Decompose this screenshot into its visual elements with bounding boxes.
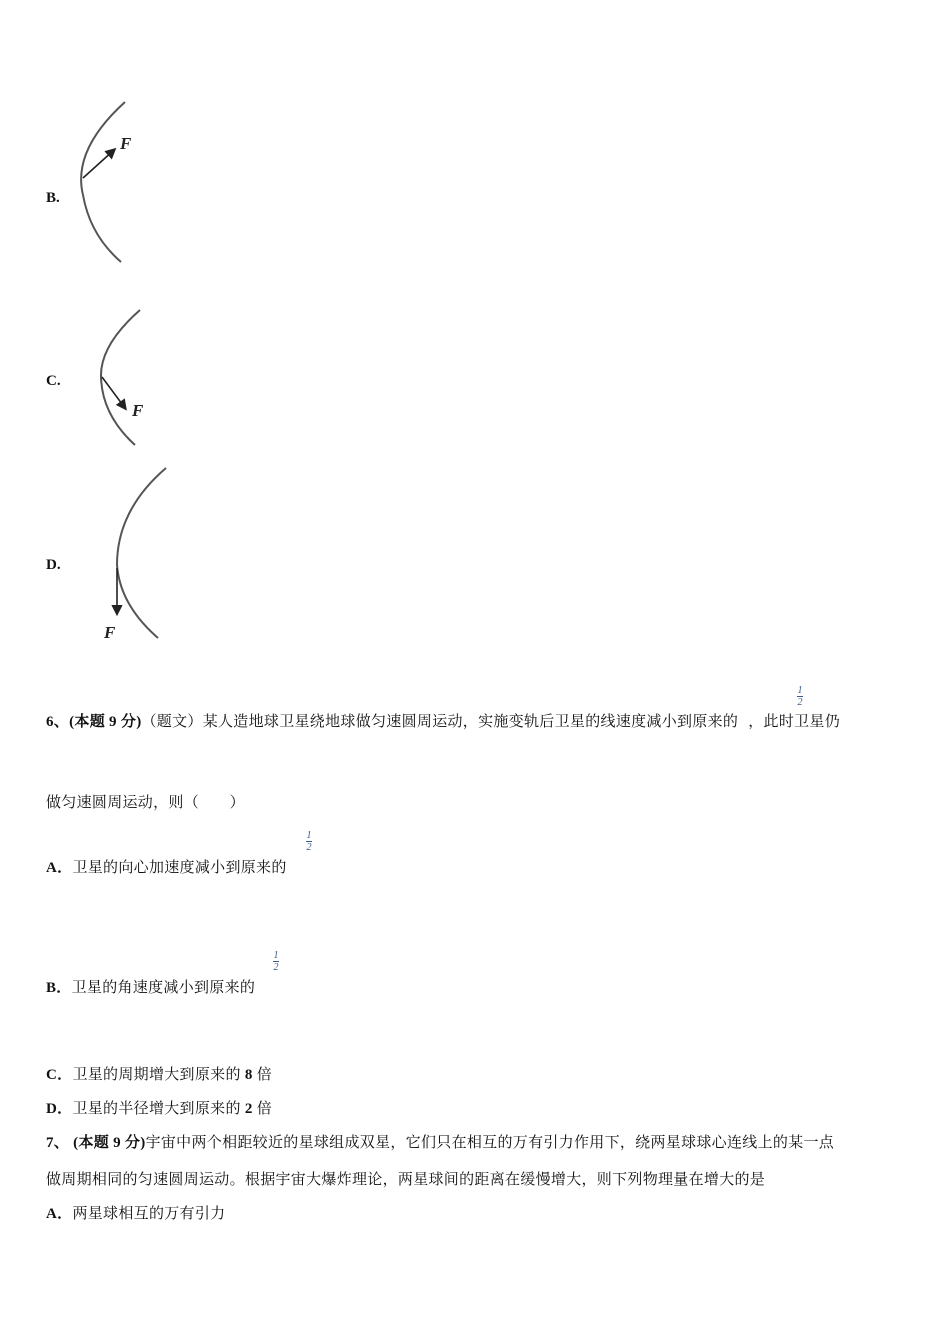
option-text: 卫星的角速度减小到原来的 <box>71 980 256 996</box>
question-6-line-1 <box>46 710 840 731</box>
question-score: (本题 9 分) <box>73 1135 146 1151</box>
figure-d-trajectory <box>117 468 166 638</box>
figure-b-trajectory <box>81 102 125 262</box>
fraction-one-half: 1 2 <box>273 950 279 973</box>
q6-option-a[interactable] <box>46 856 287 877</box>
option-text: 卫星的半径增大到原来的 <box>72 1101 241 1117</box>
question-score: (本题 9 分) <box>69 714 142 730</box>
question-6-line-2: 做匀速圆周运动，则（ ） <box>46 795 245 811</box>
force-label-c: F <box>132 401 144 420</box>
q6-option-b[interactable] <box>46 976 255 997</box>
fraction-one-half: 1 2 <box>306 830 312 853</box>
question-7-line-2: 做周期相同的匀速圆周运动。根据宇宙大爆炸理论，两星球间的距离在缓慢增大，则下列物理量在增大的是 <box>46 1172 766 1188</box>
option-label: B． <box>46 980 72 996</box>
option-value: 8 <box>244 1067 253 1083</box>
fraction-one-half: 1 2 <box>797 685 803 708</box>
question-text: （题文）某人造地球卫星绕地球做匀速圆周运动，实施变轨后卫星的线速度减小到原来的 <box>141 714 739 730</box>
question-text-tail: ，此时卫星仍 <box>748 714 841 730</box>
option-c-label: C. <box>46 373 61 389</box>
option-label: D． <box>46 1101 73 1117</box>
option-label: A． <box>46 860 73 876</box>
option-label: C． <box>46 1067 73 1083</box>
option-label: A． <box>46 1206 73 1222</box>
option-d-label: D. <box>46 557 61 573</box>
q6-option-c[interactable] <box>46 1063 272 1084</box>
option-text: 两星球相互的万有引力 <box>72 1206 226 1222</box>
option-b-label: B. <box>46 190 60 206</box>
option-text: 卫星的向心加速度减小到原来的 <box>72 860 287 876</box>
force-arrow-icon <box>83 150 114 178</box>
q6-option-d[interactable] <box>46 1097 272 1118</box>
force-label-d: F <box>104 623 116 642</box>
force-label-b: F <box>120 134 132 153</box>
option-suffix: 倍 <box>256 1067 272 1083</box>
force-arrow-icon <box>102 377 125 408</box>
q7-option-a[interactable] <box>46 1202 225 1223</box>
option-suffix: 倍 <box>256 1101 272 1117</box>
question-text: 宇宙中两个相距较近的星球组成双星，它们只在相互的万有引力作用下，绕两星球球心连线上的某一点 <box>145 1135 835 1151</box>
option-value: 2 <box>244 1101 253 1117</box>
option-text: 卫星的周期增大到原来的 <box>72 1067 241 1083</box>
question-number: 6、 <box>46 714 70 730</box>
figure-c-trajectory <box>101 310 140 445</box>
question-7-line-1 <box>46 1131 834 1152</box>
question-number: 7、 <box>46 1135 70 1151</box>
